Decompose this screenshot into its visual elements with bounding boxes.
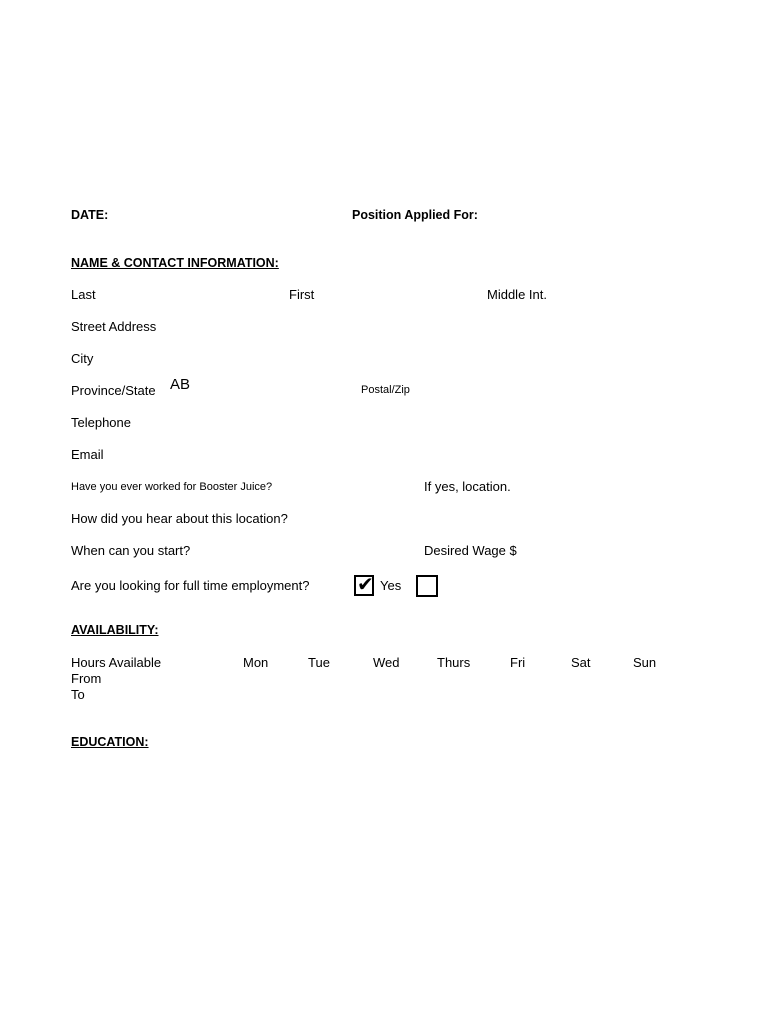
education-section-title: EDUCATION: [71, 735, 149, 749]
date-label: DATE: [71, 208, 109, 222]
checkmark-icon: ✔ [357, 572, 374, 596]
telephone-field[interactable] [136, 414, 676, 430]
first-name-label: First [289, 287, 315, 302]
email-field[interactable] [108, 446, 678, 462]
hours-available-label: Hours Available [71, 655, 162, 670]
middle-initial-field[interactable] [550, 286, 670, 302]
full-time-no-checkbox[interactable] [416, 575, 438, 597]
start-date-field[interactable] [192, 542, 412, 558]
previous-location-label: If yes, location. [424, 479, 511, 494]
last-name-field[interactable] [100, 286, 280, 302]
hours-to-row[interactable] [236, 686, 676, 702]
previous-location-field[interactable] [512, 478, 692, 494]
desired-wage-field[interactable] [520, 542, 680, 558]
position-applied-label: Position Applied For: [352, 208, 478, 222]
worked-before-field[interactable] [286, 478, 416, 494]
full-time-yes-checkbox[interactable] [354, 572, 374, 596]
email-label: Email [71, 447, 104, 462]
day-sat-label: Sat [571, 655, 591, 670]
hours-to-label: To [71, 687, 85, 702]
date-field[interactable] [112, 207, 332, 223]
street-address-label: Street Address [71, 319, 157, 334]
availability-section-title: AVAILABILITY: [71, 623, 159, 637]
street-address-field[interactable] [160, 318, 680, 334]
hear-about-field[interactable] [286, 510, 686, 526]
start-date-label: When can you start? [71, 543, 191, 558]
hours-from-row[interactable] [236, 670, 676, 686]
day-sun-label: Sun [633, 655, 657, 670]
postal-zip-label: Postal/Zip [361, 384, 410, 396]
telephone-label: Telephone [71, 415, 131, 430]
postal-zip-field[interactable] [418, 382, 668, 398]
worked-before-label: Have you ever worked for Booster Juice? [71, 481, 273, 493]
first-name-field[interactable] [318, 286, 478, 302]
desired-wage-label: Desired Wage $ [424, 543, 517, 558]
province-label: Province/State [71, 383, 156, 398]
hear-about-label: How did you hear about this location? [71, 511, 288, 526]
day-wed-label: Wed [373, 655, 400, 670]
full-time-label: Are you looking for full time employment? [71, 578, 310, 593]
city-field[interactable] [100, 350, 680, 366]
province-field[interactable]: AB [170, 376, 191, 393]
day-tue-label: Tue [308, 655, 330, 670]
day-mon-label: Mon [243, 655, 269, 670]
city-label: City [71, 351, 94, 366]
last-name-label: Last [71, 287, 96, 302]
contact-section-title: NAME & CONTACT INFORMATION: [71, 256, 279, 270]
day-fri-label: Fri [510, 655, 526, 670]
full-time-yes-label: Yes [380, 578, 402, 593]
day-thurs-label: Thurs [437, 655, 471, 670]
hours-from-label: From [71, 671, 102, 686]
position-applied-field[interactable] [484, 207, 714, 223]
middle-initial-label: Middle Int. [487, 287, 547, 302]
